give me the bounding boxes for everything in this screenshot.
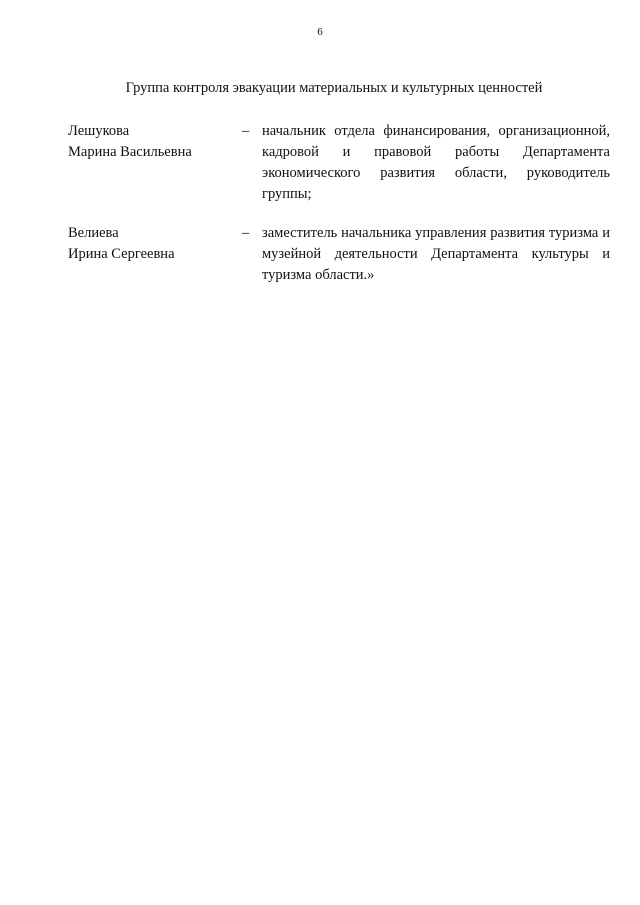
member-given-names: Ирина Сергеевна [68, 246, 175, 262]
member-description: заместитель начальника управления развития туризма и музейной деятельности Департамента культуры и туризма области.» [262, 225, 610, 283]
member-surname: Велиева [68, 225, 119, 241]
member-name [68, 121, 228, 163]
section-title: Группа контроля эвакуации материальных и культурных ценностей [125, 80, 543, 96]
member-dash: – [242, 123, 250, 139]
member-name [68, 223, 228, 265]
member-given-names: Марина Васильевна [68, 144, 192, 160]
member-dash: – [242, 225, 250, 241]
member-surname: Лешукова [68, 123, 130, 139]
member-description: начальник отдела финансирования, организационной, кадровой и правовой работы Департамента экономического развития области, руководитель группы; [262, 123, 610, 202]
page-number: 6 [317, 26, 323, 38]
